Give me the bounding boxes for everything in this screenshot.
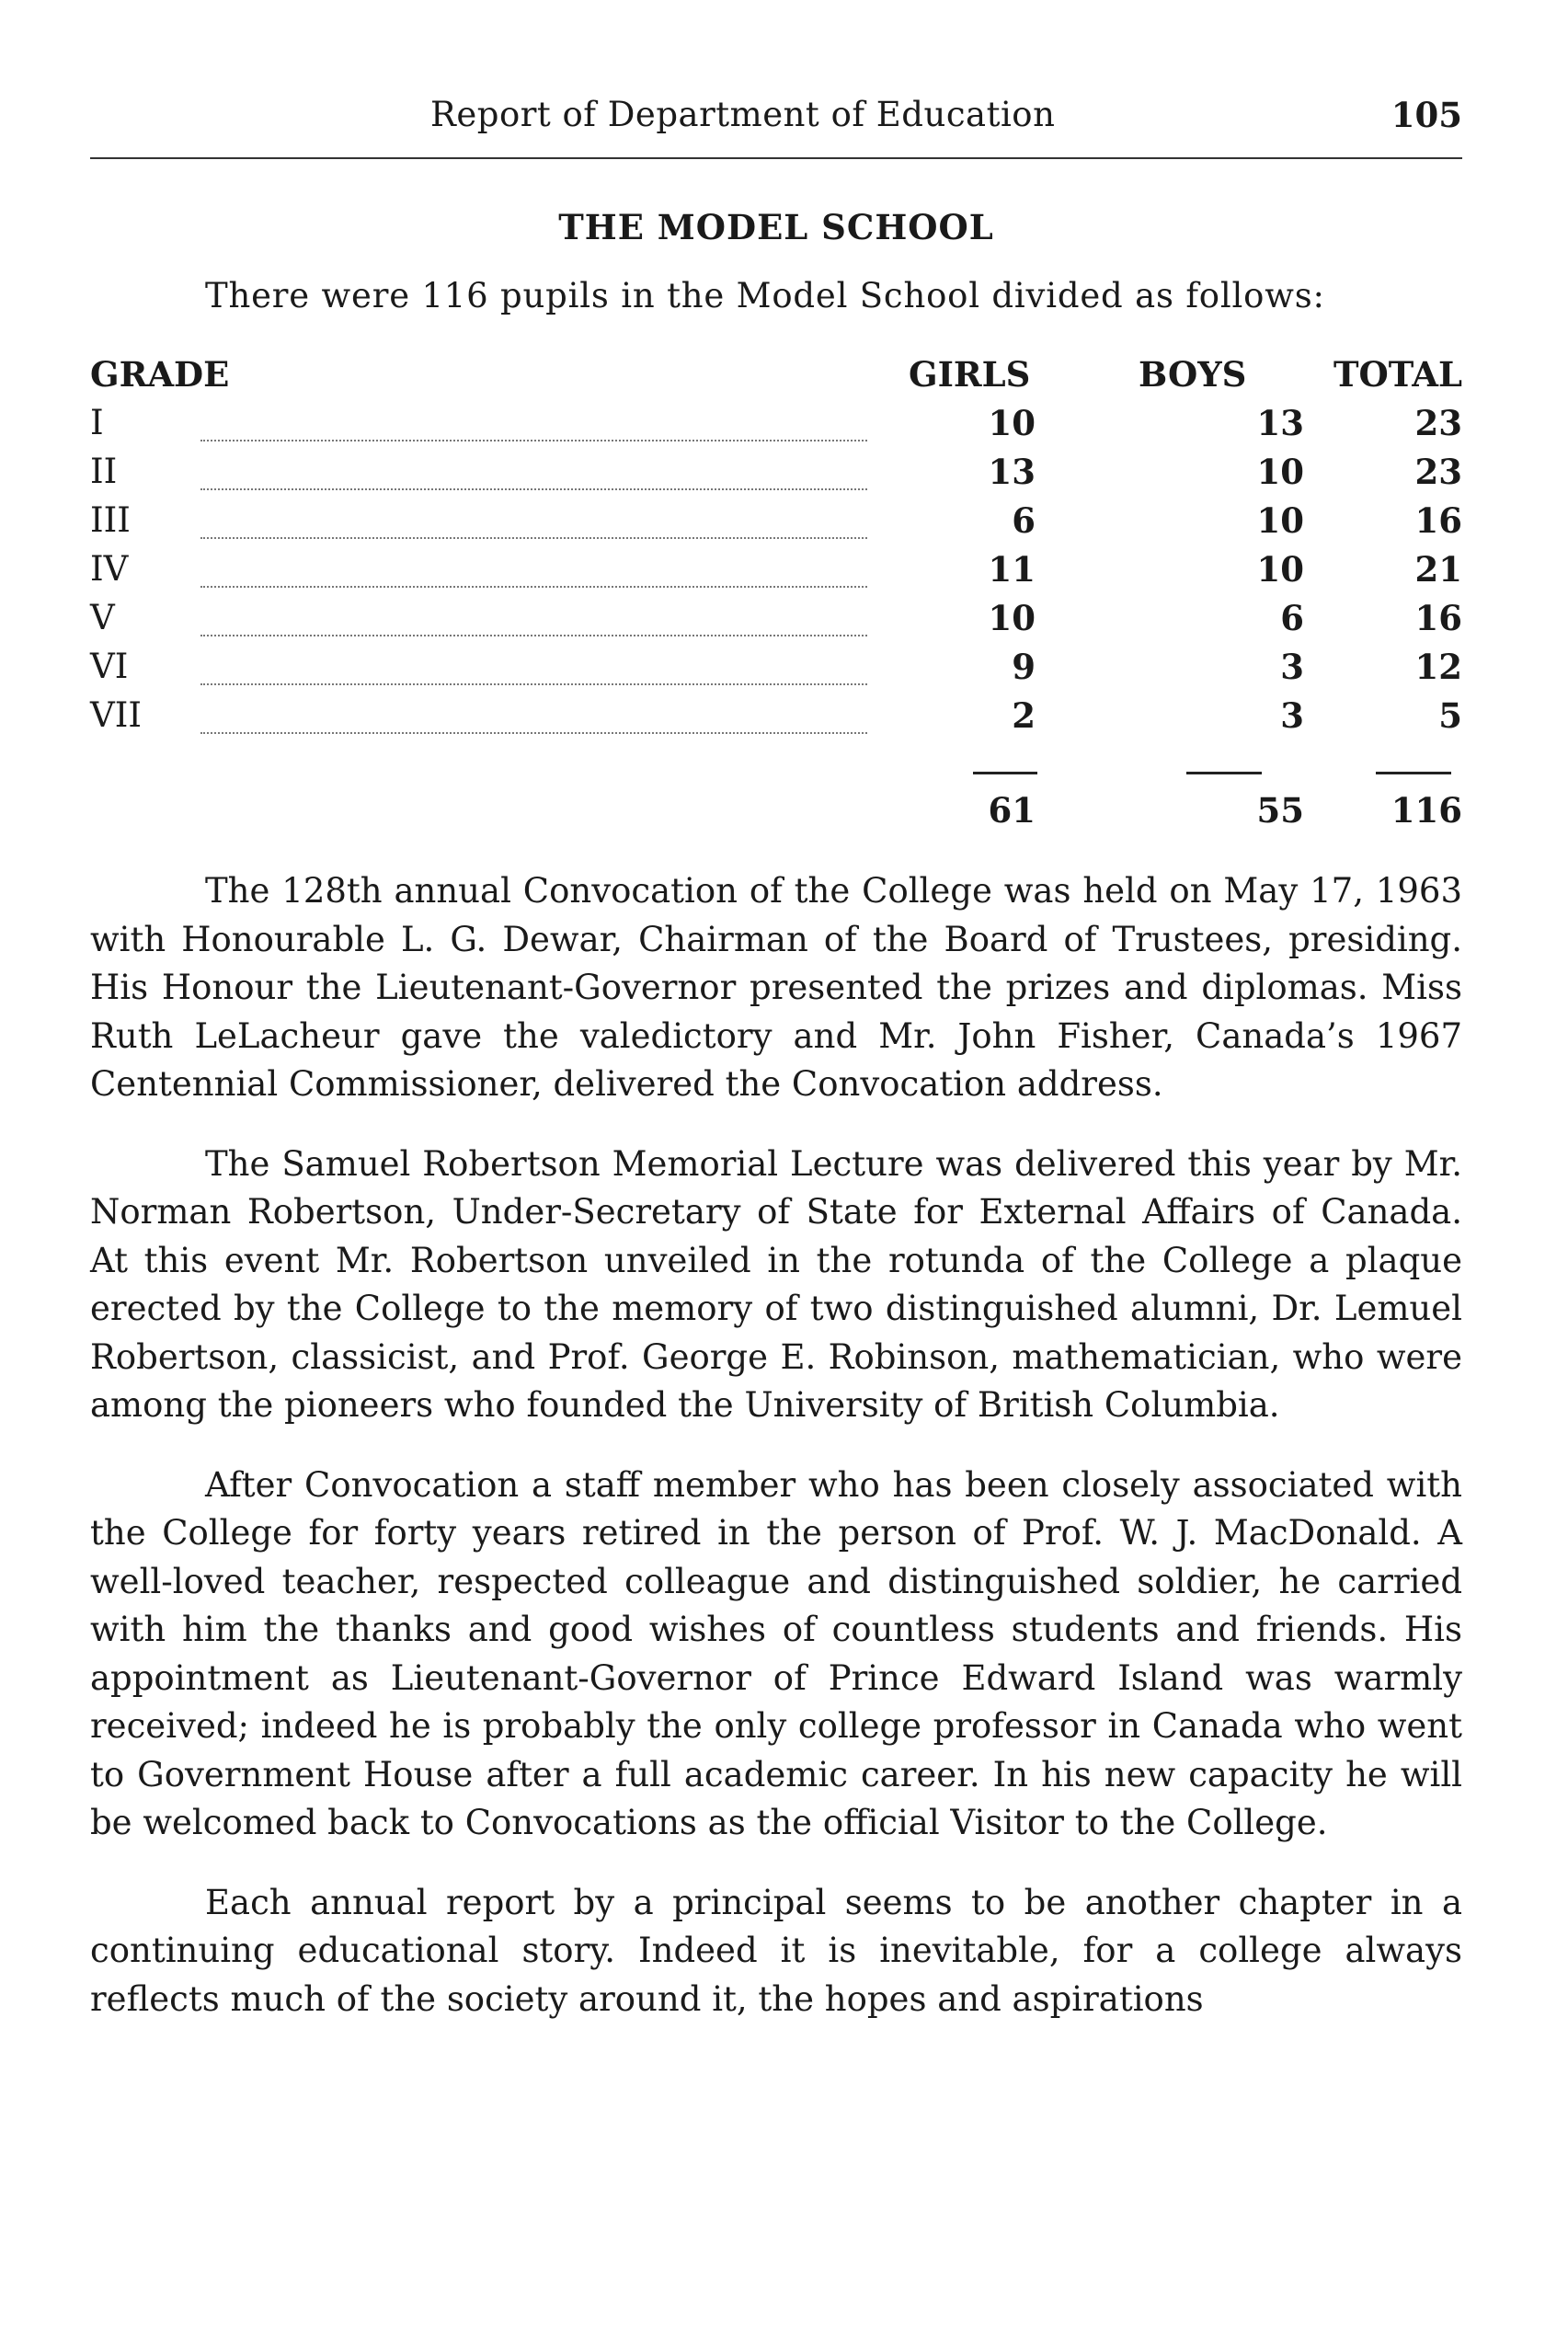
boys-count: 3 xyxy=(1280,647,1304,687)
girls-count: 2 xyxy=(1012,695,1036,736)
document-page xyxy=(90,87,1462,2019)
table-row xyxy=(90,598,1462,647)
paragraph-memorial-lecture: The Samuel Robertson Memorial Lecture was delivered this year by Mr. Norman Robertson, Under-Secretary of State for External Affairs of Canada. At this event Mr. Robertson unveiled in the rotunda of the College a plaque erected by the College to the memory of two distinguished alumni, Dr. Lemuel Robertson, classicist, and Prof. George E. Robinson, mathematician, who were among the pioneers who founded the University of British Columbia. xyxy=(90,1143,1462,1425)
total-count: 23 xyxy=(1414,452,1462,492)
header-rule xyxy=(90,157,1462,159)
paragraph-retirement: After Convocation a staff member who has been closely associated with the College for forty years retired in the person of Prof. W. J. MacDonald. A well-loved teacher, respected colleague and distinguished soldier, he carried with him the thanks and good wishes of countless students and friends. His appointment as Lieutenant-Governor of Prince Edward Island was warmly received; indeed he is probably the only college professor in Canada who went to Government House after a full academic career. In his new capacity he will be welcomed back to Convocations as the official Visitor to the College. xyxy=(90,1464,1462,1842)
paragraph-convocation: The 128th annual Convocation of the College was held on May 17, 1963 with Honourable L. G. Dewar, Chairman of the Board of Trustees, presiding. His Honour the Lieutenant-Governor presented the prizes and diplomas. Miss Ruth LeLacheur gave the valedictory and Mr. John Fisher, Canada’s 1967 Centennial Commissioner, delivered the Convocation address. xyxy=(90,871,1462,1104)
dot-leader xyxy=(200,635,867,636)
grade-label: IV xyxy=(90,549,129,589)
total-count: 5 xyxy=(1438,695,1462,736)
totals-row xyxy=(90,790,1462,839)
dot-leader xyxy=(200,683,867,685)
table-row xyxy=(90,500,1462,549)
dot-leader xyxy=(200,732,867,734)
grade-table xyxy=(90,354,1462,839)
grand-total: 116 xyxy=(1391,790,1462,831)
boys-count: 10 xyxy=(1256,500,1304,541)
header-boys: BOYS xyxy=(1139,354,1247,395)
girls-count: 9 xyxy=(1012,647,1036,687)
grade-label: V xyxy=(90,598,115,637)
total-count: 21 xyxy=(1414,549,1462,590)
header-girls: GIRLS xyxy=(909,354,1031,395)
grade-label: II xyxy=(90,452,118,491)
dot-leader xyxy=(200,440,867,441)
boys-count: 10 xyxy=(1256,549,1304,590)
dot-leader xyxy=(200,537,867,539)
table-row xyxy=(90,647,1462,695)
page-number: 105 xyxy=(1391,95,1462,135)
dot-leader xyxy=(200,488,867,490)
boys-count: 10 xyxy=(1256,452,1304,492)
girls-sum-rule xyxy=(973,772,1037,774)
total-count: 23 xyxy=(1414,403,1462,443)
section-title: THE MODEL SCHOOL xyxy=(558,207,994,247)
boys-count: 13 xyxy=(1256,403,1304,443)
grade-label: VI xyxy=(90,647,129,686)
table-row xyxy=(90,452,1462,500)
table-row xyxy=(90,403,1462,452)
grade-label: I xyxy=(90,403,104,442)
intro-sentence: There were 116 pupils in the Model School divided as follows: xyxy=(205,276,1325,315)
body-text xyxy=(90,867,1462,2055)
girls-count: 10 xyxy=(988,403,1036,443)
grade-label: III xyxy=(90,500,131,540)
running-title: Report of Department of Education xyxy=(430,95,1056,134)
girls-count: 13 xyxy=(988,452,1036,492)
boys-total: 55 xyxy=(1256,790,1304,831)
grade-label: VII xyxy=(90,695,142,735)
boys-count: 6 xyxy=(1280,598,1304,638)
table-row xyxy=(90,549,1462,598)
girls-count: 6 xyxy=(1012,500,1036,541)
dot-leader xyxy=(200,586,867,588)
girls-count: 10 xyxy=(988,598,1036,638)
total-count: 16 xyxy=(1414,500,1462,541)
girls-count: 11 xyxy=(988,549,1036,590)
boys-sum-rule xyxy=(1186,772,1262,774)
total-count: 12 xyxy=(1414,647,1462,687)
total-count: 16 xyxy=(1414,598,1462,638)
table-row xyxy=(90,695,1462,744)
header-grade: GRADE xyxy=(90,354,230,395)
total-sum-rule xyxy=(1376,772,1451,774)
girls-total: 61 xyxy=(988,790,1036,831)
sum-rules xyxy=(90,744,1462,790)
header-total: TOTAL xyxy=(1333,354,1462,395)
running-head xyxy=(90,87,1462,143)
table-header-row xyxy=(90,354,1462,403)
paragraph-annual-report: Each annual report by a principal seems to be another chapter in a continuing educational story. Indeed it is inevitable, for a college always reflects much of the society around it, the hopes and aspirations xyxy=(90,1882,1462,2019)
boys-count: 3 xyxy=(1280,695,1304,736)
